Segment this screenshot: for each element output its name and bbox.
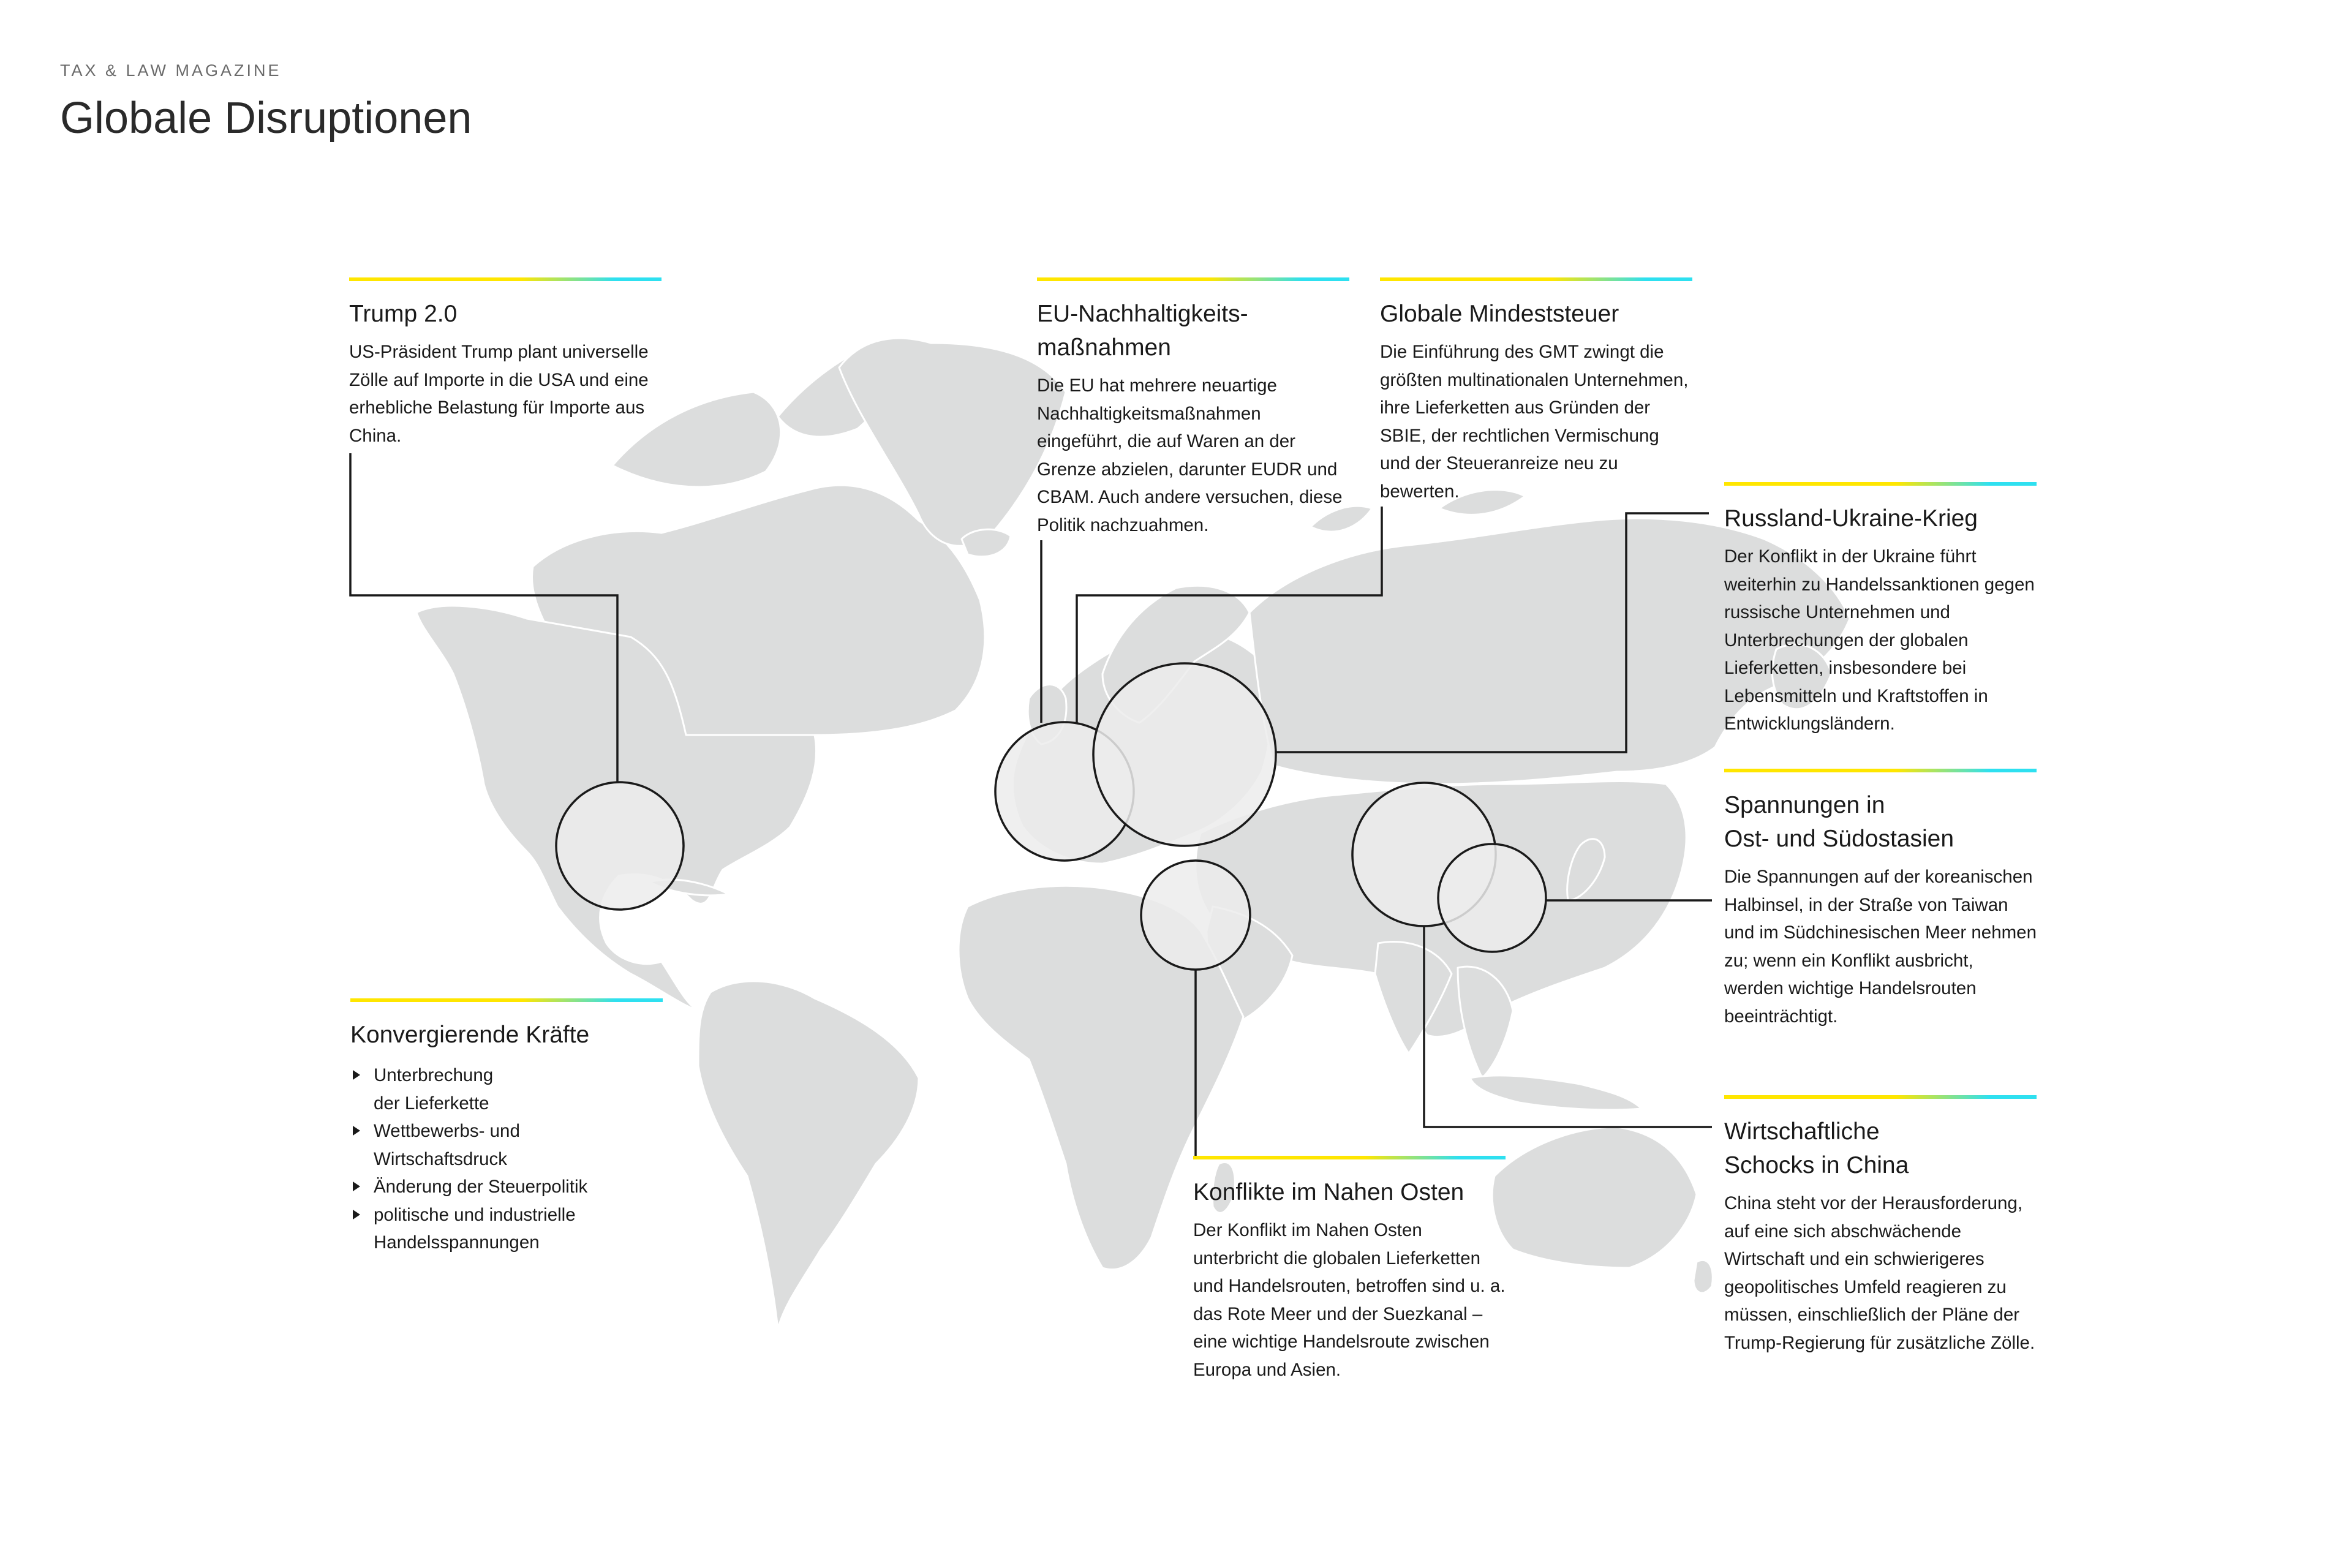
card-bar: [1193, 1156, 1506, 1159]
circle-east-asia: [1438, 844, 1546, 952]
card-east-asia-tensions: [1724, 769, 2037, 1030]
card-trump: [349, 277, 662, 450]
new-zealand: [1694, 1260, 1713, 1293]
card-text: Die Einführung des GMT zwingt die größten multinationalen Unternehmen, ihre Lieferketten aus Gründen der SBIE, der rechtlichen Vermischung und der Steueranreize neu zu bewerten.: [1380, 342, 1689, 502]
card-title: Konvergierende Kräfte: [350, 1022, 590, 1048]
card-title: [1724, 1115, 2037, 1182]
card-russia-ukraine: [1724, 482, 2037, 738]
list-item: [350, 1173, 663, 1201]
card-title: Russland-Ukraine-Krieg: [1724, 505, 1978, 532]
forces-list: [350, 1061, 663, 1257]
card-title-line-2: maßnahmen: [1037, 334, 1171, 361]
list-item-text: politische und industrielle Handelsspannungen: [374, 1204, 576, 1253]
bullet-triangle-icon: [353, 1070, 360, 1080]
magazine-eyebrow: TAX & LAW MAGAZINE: [60, 61, 282, 80]
card-converging-forces: [350, 998, 663, 1257]
card-bar: [1724, 769, 2037, 772]
circle-usa: [556, 782, 684, 910]
card-title: [1724, 788, 2037, 856]
list-item: [350, 1117, 551, 1173]
page-title: Globale Disruptionen: [60, 94, 472, 143]
card-title-line-1: Spannungen in: [1724, 792, 1885, 818]
card-text: Der Konflikt in der Ukraine führt weiterhin zu Handelssanktionen gegen russische Unternehmen und Unterbrechungen der globalen Lieferketten, insbesondere bei Lebensmitteln und Kraftstoffen in Entwicklungsländern.: [1724, 546, 2035, 734]
indonesia: [1470, 1076, 1642, 1110]
list-item: [350, 1201, 631, 1257]
card-text: China steht vor der Herausforderung, auf eine sich abschwächende Wirtschaft und ein schwierigeres geopolitisches Umfeld reagieren zu müssen, einschließlich der Pläne der Trump-Regierung für zusätzliche Zölle.: [1724, 1193, 2035, 1353]
iceland: [962, 529, 1011, 556]
australia: [1492, 1127, 1697, 1268]
card-bar: [349, 277, 662, 281]
card-text: Die Spannungen auf der koreanischen Halbinsel, in der Straße von Taiwan und im Südchinesischen Meer nehmen zu; wenn ein Konflikt ausbricht, werden wichtige Handelsrouten beeinträchtigt.: [1724, 867, 2037, 1027]
list-item-text: Änderung der Steuerpolitik: [374, 1177, 588, 1197]
card-title: Globale Mindeststeuer: [1380, 301, 1619, 327]
list-item-text: Unterbrechung der Lieferkette: [374, 1065, 494, 1114]
card-eu-sustainability: [1037, 277, 1349, 539]
card-title-line-1: EU-Nachhaltigkeits-: [1037, 301, 1248, 327]
circle-middle-east: [1141, 861, 1250, 970]
card-title: Konflikte im Nahen Osten: [1193, 1179, 1464, 1205]
card-title: Trump 2.0: [349, 301, 458, 327]
card-bar: [1724, 1095, 2037, 1099]
card-title: [1037, 297, 1349, 364]
card-title-line-2: Ost- und Südostasien: [1724, 826, 1954, 852]
card-china-shocks: [1724, 1095, 2037, 1357]
circle-russia: [1093, 663, 1276, 846]
bullet-triangle-icon: [353, 1126, 360, 1136]
card-global-minimum-tax: [1380, 277, 1692, 505]
card-text: Der Konflikt im Nahen Osten unterbricht die globalen Lieferketten und Handelsrouten, betroffen sind u. a. das Rote Meer und der Suezkanal – eine wichtige Handelsroute zwischen Europa und Asien.: [1193, 1220, 1506, 1380]
card-title-line-1: Wirtschaftliche: [1724, 1118, 1880, 1145]
card-middle-east: [1193, 1156, 1506, 1384]
list-item: [350, 1061, 521, 1117]
list-item-text: Wettbewerbs- und Wirtschaftsdruck: [374, 1121, 520, 1169]
card-text: Die EU hat mehrere neuartige Nachhaltigkeitsmaßnahmen eingeführt, die auf Waren an der Grenze abzielen, darunter EUDR und CBAM. Auch andere versuchen, diese Politik nachzuahmen.: [1037, 375, 1343, 535]
card-bar: [1037, 277, 1349, 281]
bullet-triangle-icon: [353, 1182, 360, 1191]
bullet-triangle-icon: [353, 1210, 360, 1219]
card-bar: [1380, 277, 1692, 281]
south-america: [698, 981, 919, 1329]
card-title-line-2: Schocks in China: [1724, 1152, 1909, 1178]
card-bar: [1724, 482, 2037, 486]
card-text: US-Präsident Trump plant universelle Zölle auf Importe in die USA und eine erhebliche Belastung für Importe aus China.: [349, 342, 649, 446]
card-bar: [350, 998, 663, 1002]
